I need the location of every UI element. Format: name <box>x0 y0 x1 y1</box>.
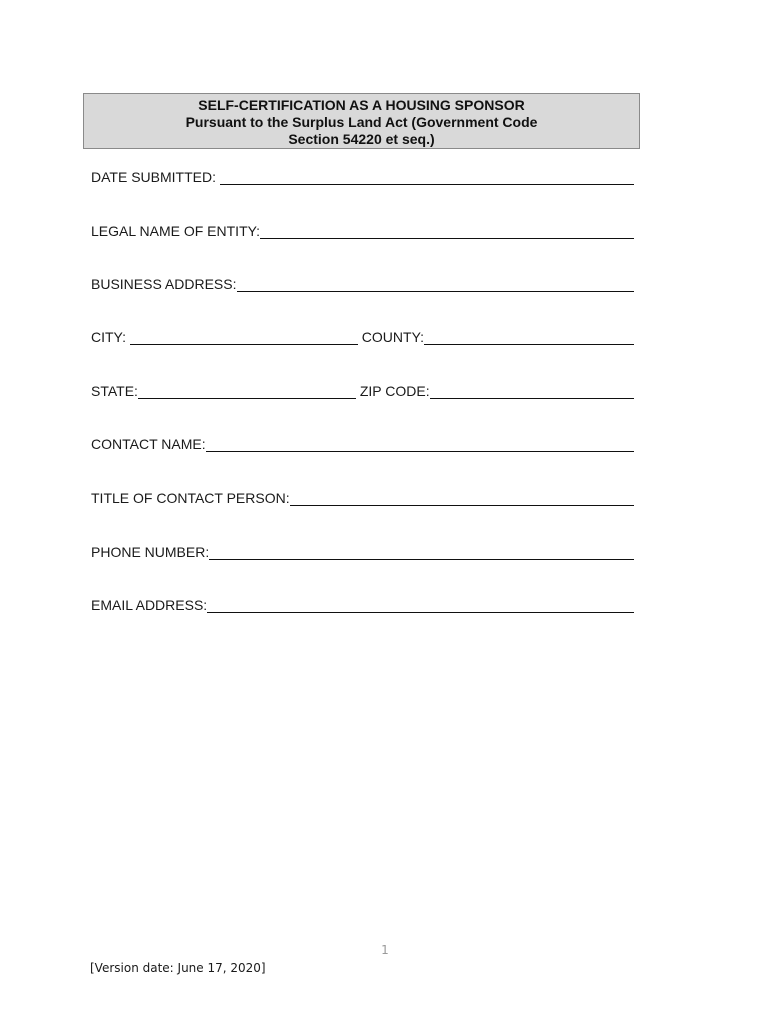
county-field[interactable] <box>424 330 634 345</box>
business-address-label: BUSINESS ADDRESS: <box>91 276 237 292</box>
business-address-field[interactable] <box>237 277 635 292</box>
contact-name-field[interactable] <box>206 437 634 452</box>
city-field[interactable] <box>130 330 358 345</box>
state-zip-row <box>91 382 634 400</box>
legal-name-field[interactable] <box>260 224 634 239</box>
email-address-row <box>91 596 634 614</box>
form-title: SELF-CERTIFICATION AS A HOUSING SPONSOR <box>198 97 525 113</box>
business-address-row <box>91 275 634 293</box>
legal-name-row <box>91 222 634 240</box>
phone-number-field[interactable] <box>209 545 634 560</box>
version-date: [Version date: June 17, 2020] <box>90 961 266 975</box>
contact-title-row <box>91 489 634 507</box>
form-header <box>83 93 640 149</box>
state-label: STATE: <box>91 383 138 399</box>
phone-number-label: PHONE NUMBER: <box>91 544 210 560</box>
state-field[interactable] <box>138 384 356 399</box>
zip-code-label: ZIP CODE: <box>355 383 430 399</box>
form-subtitle-line1: Pursuant to the Surplus Land Act (Government Code <box>185 114 538 130</box>
email-address-label: EMAIL ADDRESS: <box>91 597 208 613</box>
contact-title-field[interactable] <box>290 491 634 506</box>
phone-number-row <box>91 543 634 561</box>
email-address-field[interactable] <box>207 598 634 613</box>
contact-title-label: TITLE OF CONTACT PERSON: <box>91 490 290 506</box>
zip-code-field[interactable] <box>430 384 634 399</box>
form-subtitle-line2: Section 54220 et seq.) <box>288 131 435 147</box>
city-label: CITY: <box>91 329 130 345</box>
contact-name-label: CONTACT NAME: <box>91 436 206 452</box>
date-submitted-row <box>91 168 634 186</box>
page-number: 1 <box>381 943 389 957</box>
date-submitted-label: DATE SUBMITTED: <box>91 169 220 185</box>
legal-name-label: LEGAL NAME OF ENTITY: <box>91 223 261 239</box>
contact-name-row <box>91 435 634 453</box>
city-county-row <box>91 328 634 346</box>
county-label: COUNTY: <box>357 329 425 345</box>
date-submitted-field[interactable] <box>220 170 634 185</box>
